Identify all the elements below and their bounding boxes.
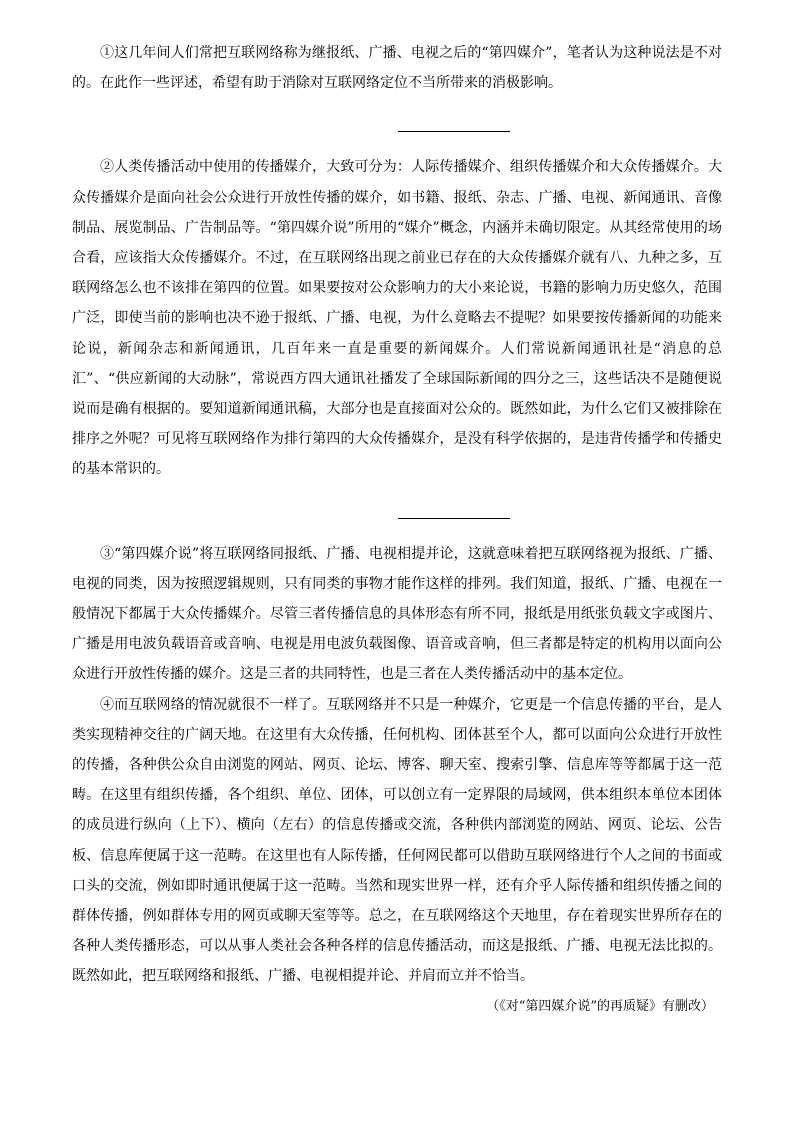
source-citation: （《对“第四媒介说”的再质疑》有删改） (486, 998, 714, 1014)
paragraph-1: ①这几年间人们常把互联网络称为继报纸、广播、电视之后的“第四媒介”，笔者认为这种说法是不对的。在此作一些评述，希望有助于消除对互联网络定位不当所带来的消极影响。 (72, 45, 722, 92)
paragraph-3: ③“第四媒介说”将互联网络同报纸、广播、电视相提并论，这就意味着把互联网络视为报纸、广播、电视的同类，因为按照逻辑规则，只有同类的事物才能作这样的排列。我们知道，报纸、广播、电视在一般情况下都属于大众传播媒介。尽管三者传播信息的具体形态有所不同，报纸是用纸张负载文字或图片、广播是用电波负载语音或音响、电视是用电波负载图像、语音或音响，但三者都是特定的机构用以面向公众进行开放性传播的媒介。这是三者的共同特性，也是三者在人类传播活动中的基本定位。 (72, 545, 722, 683)
answer-blank-line (398, 131, 510, 132)
blank-2-container (72, 485, 722, 539)
paragraph-2: ②人类传播活动中使用的传播媒介，大致可分为：人际传播媒介、组织传播媒介和大众传播媒介。大众传播媒介是面向社会公众进行开放性传播的媒介，如书籍、报纸、杂志、广播、电视、新闻通讯、音像制品、展览制品、广告制品等。“第四媒介说”所用的“媒介”概念，内涵并未确切限定。从其经常使用的场合看，应该指大众传播媒介。不过，在互联网络出现之前业已存在的大众传播媒介就有八、九种之多，互联网络怎么也不该排在第四的位置。如果要按对公众影响力的大小来论说，书籍的影响力历史悠久，范围广泛，即使当前的影响也决不逊于报纸、广播、电视，为什么竟略去不提呢？如果要按传播新闻的功能来论说，新闻杂志和新闻通讯，几百年来一直是重要的新闻媒介。人们常说新闻通讯社是“消息的总汇”、“供应新闻的大动脉”，常说西方四大通讯社播发了全球国际新闻的四分之三，这些话决不是随便说说而是确有根据的。要知道新闻通讯稿，大部分也是直接面对公众的。既然如此，为什么它们又被排除在排序之外呢？可见将互联网络作为排行第四的大众传播媒介，是没有科学依据的，是违背传播学和传播史的基本常识的。 (72, 159, 722, 478)
document-page (72, 38, 722, 1022)
paragraph-4: ④而互联网络的情况就很不一样了。互联网络并不只是一种媒介，它更是一个信息传播的平台，是人类实现精神交往的广阔天地。在这里有大众传播，任何机构、团体甚至个人，都可以面向公众进行开放性的传播，各种供公众自由浏览的网站、网页、论坛、博客、聊天室、搜索引擎、信息库等等都属于这一范畴。在这里有组织传播，各个组织、单位、团体，可以创立有一定界限的局域网，供本组织本单位本团体的成员进行纵向（上下）、横向（左右）的信息传播或交流，各种供内部浏览的网站、网页、论坛、公告板、信息库便属于这一范畴。在这里也有人际传播，任何网民都可以借助互联网络进行个人之间的书面或口头的交流，例如即时通讯便属于这一范畴。当然和现实世界一样，还有介乎人际传播和组织传播之间的群体传播，例如群体专用的网页或聊天室等等。总之，在互联网络这个天地里，存在着现实世界所存在的各种人类传播形态，可以从事人类社会各种各样的信息传播活动，而这是报纸、广播、电视无法比拟的。既然如此，把互联网络和报纸、广播、电视相提并论、并肩而立并不恰当。 (72, 696, 722, 985)
answer-blank-line (398, 518, 510, 519)
blank-1-container (72, 98, 722, 152)
